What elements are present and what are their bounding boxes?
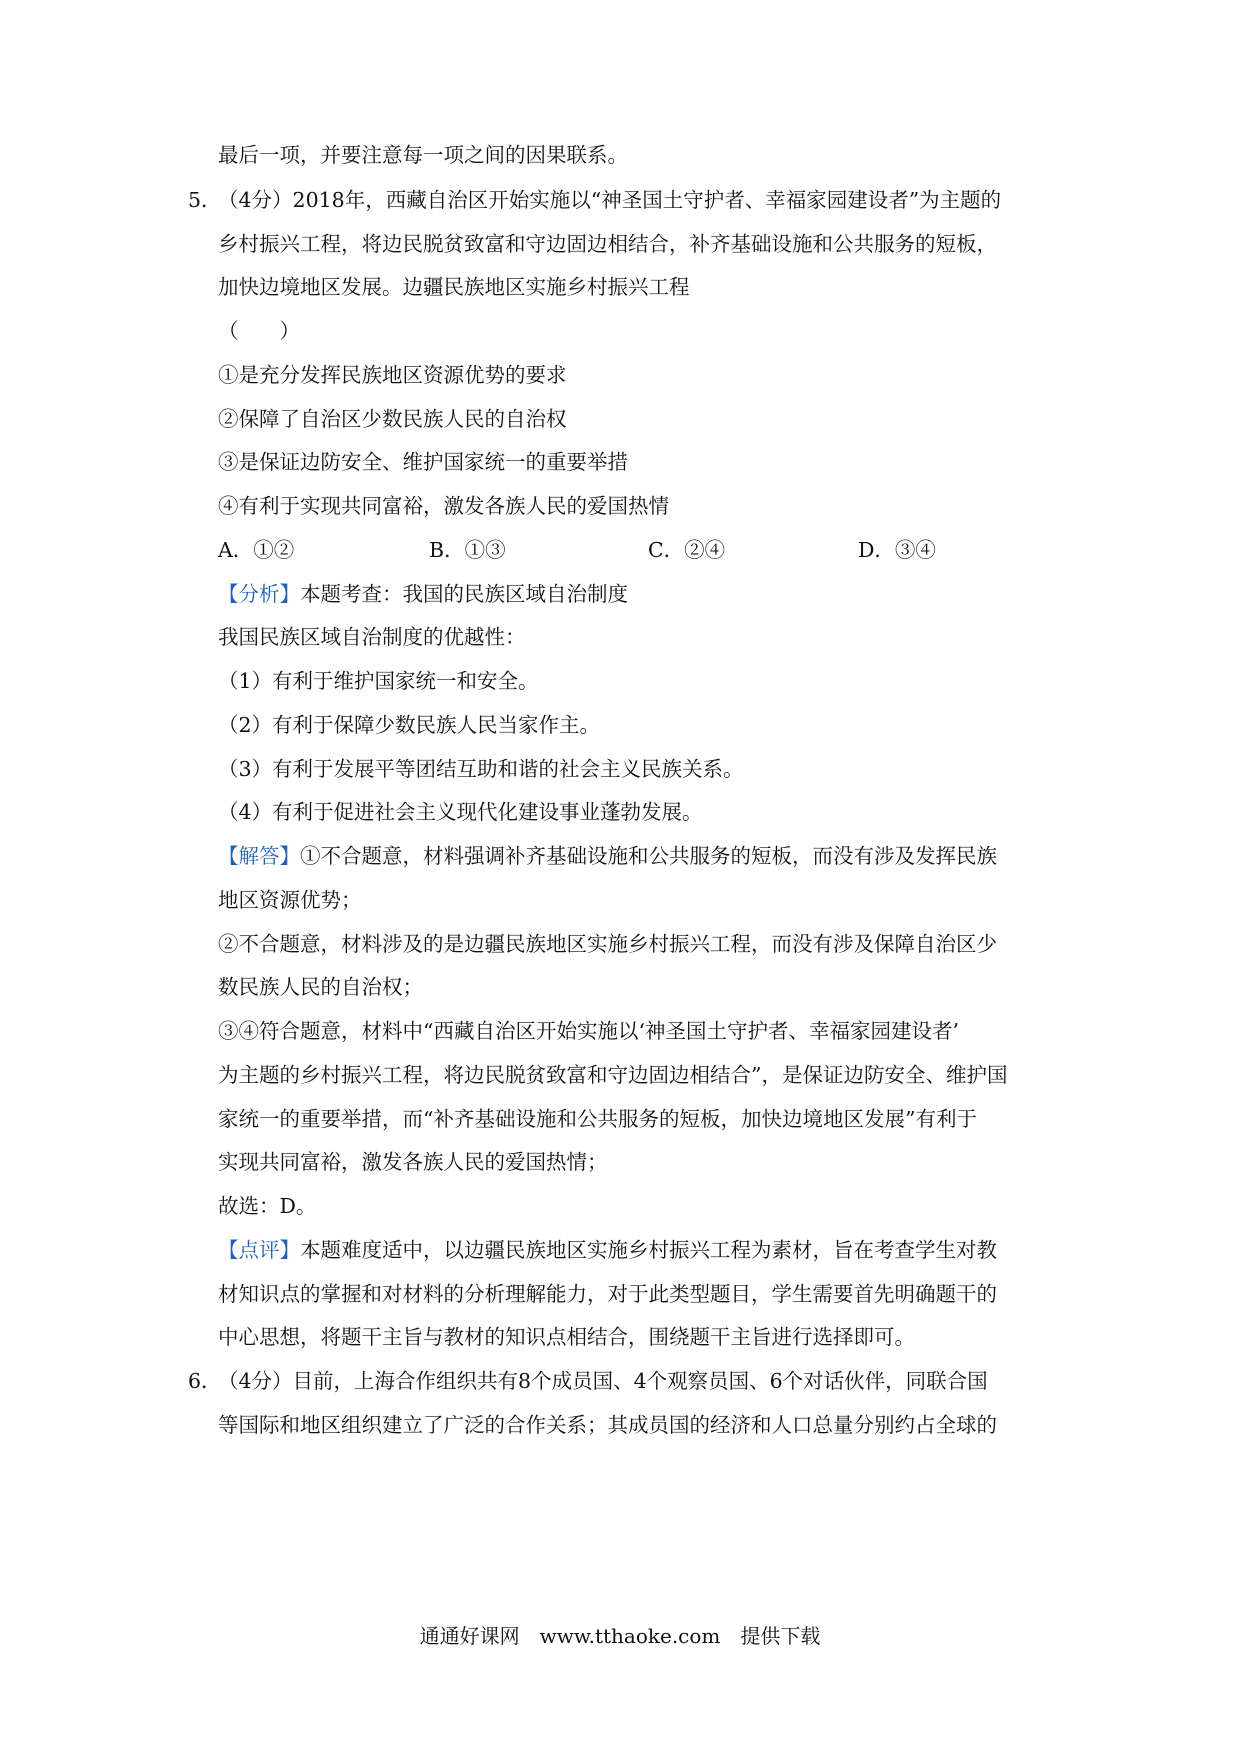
review-tag: 【点评】 [218,1238,300,1262]
question-5-stem-line-2: 乡村振兴工程，将边民脱贫致富和守边固边相结合，补齐基础设施和公共服务的短板， [218,232,997,256]
answer-line-6: 为主题的乡村振兴工程，将边民脱贫致富和守边固边相结合”，是保证边防安全、维护国 [218,1063,1008,1087]
answer-first-line: ①不合题意，材料强调补齐基础设施和公共服务的短板，而没有涉及发挥民族 [300,844,997,868]
analysis-tag: 【分析】 [218,582,300,606]
answer-line-4: 数民族人民的自治权； [218,975,423,999]
analysis-line-1: 我国民族区域自治制度的优越性： [218,625,526,649]
analysis-line-3: （2）有利于保障少数民族人民当家作主。 [218,713,601,737]
question-5-blank: （ ） [218,319,300,343]
continuation-line: 最后一项，并要注意每一项之间的因果联系。 [218,143,628,167]
question-6-stem-line-2: 等国际和地区组织建立了广泛的合作关系；其成员国的经济和人口总量分别约占全球的 [218,1413,997,1437]
review-line-2: 材知识点的掌握和对材料的分析理解能力，对于此类型题目，学生需要首先明确题干的 [218,1282,997,1306]
question-6-number: 6． [188,1369,222,1393]
answer-line-8: 实现共同富裕，激发各族人民的爱国热情； [218,1150,608,1174]
analysis-text: 本题考查：我国的民族区域自治制度 [300,582,628,606]
statement-4: ④有利于实现共同富裕，激发各族人民的爱国热情 [218,494,669,518]
analysis-line-5: （4）有利于促进社会主义现代化建设事业蓬勃发展。 [218,800,703,824]
review-first-line: 本题难度适中，以边疆民族地区实施乡村振兴工程为素材，旨在考查学生对教 [300,1238,997,1262]
option-d: D．③④ [858,538,936,562]
question-5-number: 5． [188,188,222,212]
answer-choice: 故选：D。 [218,1194,317,1218]
answer-line-7: 家统一的重要举措，而“补齐基础设施和公共服务的短板，加快边境地区发展”有利于 [218,1107,977,1131]
statement-2: ②保障了自治区少数民族人民的自治权 [218,407,567,431]
page-footer: 通通好课网 www.tthaoke.com 提供下载 [419,1624,821,1648]
answer-heading [218,842,997,870]
question-5-stem-line-1: （4分）2018年，西藏自治区开始实施以“神圣国土守护者、幸福家园建设者”为主题的 [218,188,1002,212]
review-heading [218,1236,997,1264]
question-6-stem-line-1: （4分）目前，上海合作组织共有8个成员国、4个观察员国、6个对话伙伴，同联合国 [218,1369,988,1393]
analysis-line-2: （1）有利于维护国家统一和安全。 [218,669,539,693]
answer-line-2: 地区资源优势； [218,888,362,912]
answer-line-3: ②不合题意，材料涉及的是边疆民族地区实施乡村振兴工程，而没有涉及保障自治区少 [218,932,997,956]
statement-1: ①是充分发挥民族地区资源优势的要求 [218,363,567,387]
answer-line-5: ③④符合题意，材料中“西藏自治区开始实施以‘神圣国土守护者、幸福家园建设者’ [218,1019,960,1043]
review-line-3: 中心思想，将题干主旨与教材的知识点相结合，围绕题干主旨进行选择即可。 [218,1325,915,1349]
option-a: A．①② [218,538,295,562]
answer-tag: 【解答】 [218,844,300,868]
statement-3: ③是保证边防安全、维护国家统一的重要举措 [218,450,628,474]
analysis-heading [218,580,628,608]
option-b: B．①③ [429,538,506,562]
analysis-line-4: （3）有利于发展平等团结互助和谐的社会主义民族关系。 [218,757,744,781]
option-c: C．②④ [648,538,726,562]
question-5-stem-line-3: 加快边境地区发展。边疆民族地区实施乡村振兴工程 [218,275,690,299]
